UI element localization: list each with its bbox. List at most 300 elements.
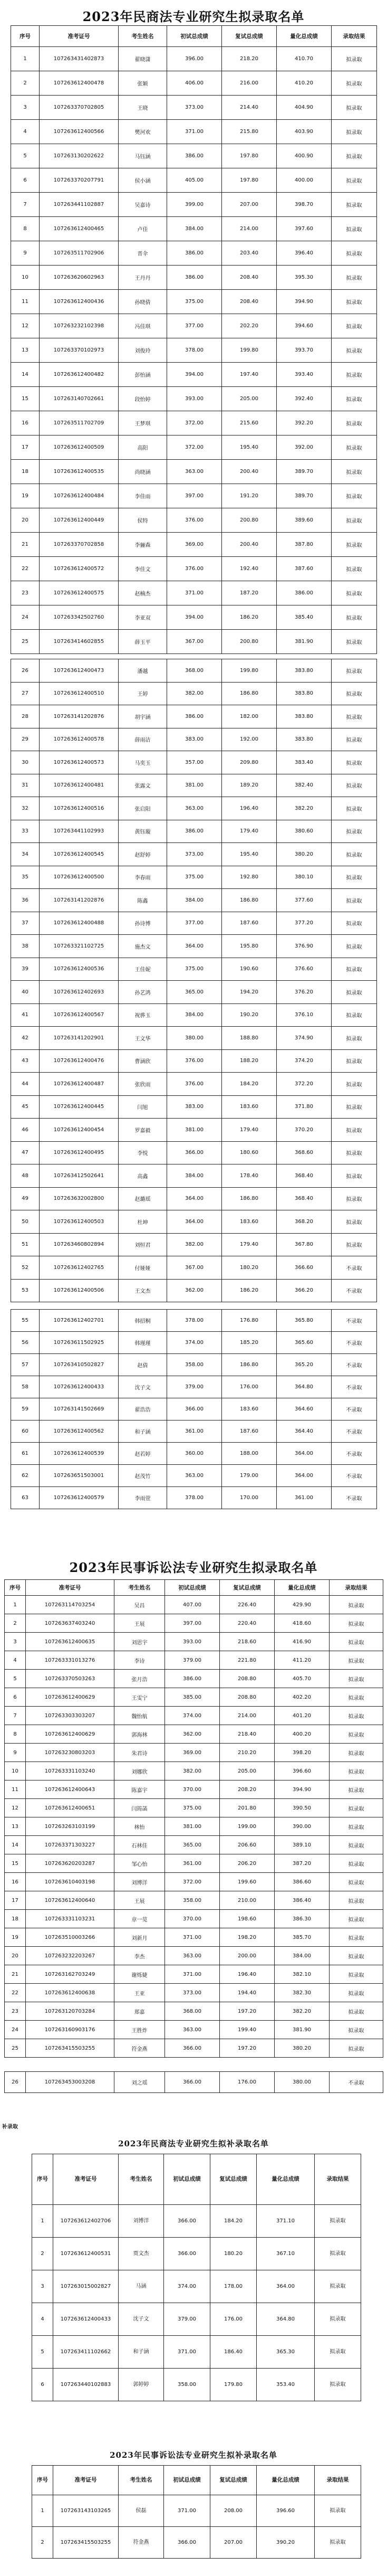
cell-seq: 22 [5, 1984, 26, 2002]
cell-initial-score: 378.00 [167, 1487, 222, 1509]
cell-name: 段怡婷 [119, 387, 167, 411]
cell-retest-score: 200.00 [220, 1947, 275, 1965]
table-row [11, 774, 377, 797]
cell-retest-score: 214.00 [222, 217, 277, 241]
cell-initial-score: 366.00 [164, 2238, 210, 2270]
cell-total-score: 394.90 [275, 1781, 330, 1799]
cell-initial-score: 372.00 [165, 1873, 220, 1891]
cell-initial-score: 380.00 [167, 1027, 222, 1050]
cell-retest-score: 188.20 [222, 1049, 277, 1073]
cell-name: 张颖 [119, 71, 167, 96]
table-row [11, 1233, 377, 1256]
cell-total-score: 404.90 [277, 96, 332, 120]
table-row [11, 630, 377, 654]
cell-total-score: 400.20 [275, 1725, 330, 1744]
cell-retest-score: 183.60 [222, 1210, 277, 1234]
table-row [11, 1256, 377, 1280]
cell-retest-score: 186.20 [222, 1279, 277, 1302]
table-row [5, 1965, 383, 1984]
cell-total-score: 380.00 [275, 2072, 330, 2093]
cell-seq: 29 [11, 728, 40, 751]
cell-total-score: 382.30 [275, 1984, 330, 2002]
cell-exam-id: 107263612400566 [40, 120, 119, 144]
cell-result: 拟录取 [330, 1984, 383, 2002]
cell-retest-score: 186.80 [222, 1187, 277, 1210]
cell-seq: 4 [11, 120, 40, 144]
cell-result: 拟录取 [332, 168, 377, 193]
cell-exam-id: 107263612400481 [40, 774, 119, 797]
cell-initial-score: 366.00 [165, 2072, 220, 2093]
cell-retest-score: 191.20 [222, 484, 277, 508]
cell-seq: 41 [11, 1003, 40, 1027]
cell-total-score: 376.20 [277, 981, 332, 1004]
cell-seq: 30 [11, 751, 40, 774]
cell-name: 孙诗博 [119, 912, 167, 935]
cell-result: 拟录取 [330, 1965, 383, 1984]
cell-retest-score: 179.00 [222, 1465, 277, 1487]
cell-retest-score: 201.80 [220, 1799, 275, 1817]
column-header-initial-score: 初试总成绩 [167, 26, 222, 47]
cell-initial-score: 364.00 [167, 935, 222, 958]
column-header-retest-score: 复试总成绩 [222, 26, 277, 47]
cell-seq: 19 [5, 1928, 26, 1947]
cell-exam-id: 107263232102398 [40, 314, 119, 338]
cell-seq: 44 [11, 1073, 40, 1096]
column-header-name: 考生姓名 [119, 26, 167, 47]
cell-result: 拟录取 [332, 1027, 377, 1050]
cell-exam-id: 107263612400567 [40, 1003, 119, 1027]
cell-seq: 8 [11, 217, 40, 241]
cell-initial-score: 381.00 [167, 1119, 222, 1142]
table-row [32, 2369, 361, 2401]
cell-retest-score: 203.40 [222, 241, 277, 266]
cell-retest-score: 221.80 [220, 1651, 275, 1670]
cell-exam-id: 107263612400509 [40, 435, 119, 460]
table-row [11, 290, 377, 314]
cell-total-score: 377.60 [277, 889, 332, 912]
cell-result: 不录取 [332, 1354, 377, 1376]
cell-initial-score: 382.00 [167, 1233, 222, 1256]
cell-result: 拟录取 [332, 96, 377, 120]
cell-result: 拟录取 [332, 290, 377, 314]
cell-initial-score: 362.00 [165, 1725, 220, 1744]
cell-name: 孙艺鸿 [119, 981, 167, 1004]
cell-result: 拟录取 [332, 1210, 377, 1234]
cell-seq: 26 [11, 659, 40, 683]
cell-initial-score: 374.00 [165, 1707, 220, 1725]
table-row [11, 751, 377, 774]
cell-result: 拟录取 [332, 1073, 377, 1096]
cell-exam-id: 107263612400535 [40, 460, 119, 484]
cell-result: 拟录取 [332, 266, 377, 290]
table-header-row [32, 2154, 361, 2205]
cell-exam-id: 107263321102725 [40, 935, 119, 958]
cell-exam-id: 107263612400465 [40, 217, 119, 241]
cell-retest-score: 183.60 [222, 1095, 277, 1119]
cell-total-score: 400.00 [277, 168, 332, 193]
cell-seq: 15 [5, 1854, 26, 1873]
cell-retest-score: 200.80 [222, 508, 277, 533]
cell-result: 拟录取 [330, 1799, 383, 1817]
cell-total-score: 380.20 [277, 843, 332, 866]
cell-seq: 39 [11, 958, 40, 981]
cell-result: 拟录取 [330, 1762, 383, 1781]
cell-exam-id: 107263342502760 [40, 605, 119, 630]
column-header-name: 考生姓名 [119, 2154, 164, 2205]
cell-total-score: 367.10 [257, 2238, 315, 2270]
column-header-result: 录取结果 [315, 2466, 361, 2495]
cell-initial-score: 363.00 [167, 797, 222, 820]
table-row [11, 889, 377, 912]
cell-exam-id: 107263612400500 [40, 866, 119, 889]
cell-seq: 9 [5, 1744, 26, 1762]
table-row [5, 2002, 383, 2021]
table-header-row [11, 26, 377, 47]
cell-result: 拟录取 [330, 1781, 383, 1799]
cell-total-score: 383.40 [277, 751, 332, 774]
cell-retest-score: 199.80 [222, 338, 277, 363]
table-row [32, 2270, 361, 2303]
cell-total-score: 377.20 [277, 912, 332, 935]
table-row [11, 387, 377, 411]
cell-seq: 6 [32, 2369, 53, 2401]
cell-name: 尚晓涵 [119, 460, 167, 484]
table-row [11, 581, 377, 605]
cell-seq: 20 [11, 508, 40, 533]
cell-result: 拟录取 [330, 1891, 383, 1910]
cell-total-score: 398.70 [277, 193, 332, 217]
cell-total-score: 395.30 [277, 266, 332, 290]
cell-seq: 5 [5, 1670, 26, 1688]
cell-exam-id: 107263612400629 [26, 1688, 114, 1707]
cell-retest-score: 216.00 [222, 71, 277, 96]
cell-seq: 10 [5, 1762, 26, 1781]
cell-exam-id: 107263612400478 [40, 71, 119, 96]
cell-seq: 25 [11, 630, 40, 654]
cell-seq: 5 [32, 2336, 53, 2369]
cell-seq: 14 [11, 363, 40, 387]
table-row [5, 1984, 383, 2002]
cell-name: 王梦琪 [119, 411, 167, 435]
cell-total-score: 370.20 [277, 1119, 332, 1142]
cell-initial-score: 375.00 [167, 958, 222, 981]
cell-total-score: 401.20 [275, 1707, 330, 1725]
cell-result: 不录取 [332, 1420, 377, 1443]
cell-retest-score: 184.20 [222, 1073, 277, 1096]
cell-result: 拟录取 [330, 1707, 383, 1725]
cell-retest-score: 197.20 [220, 2002, 275, 2021]
cell-seq: 11 [11, 290, 40, 314]
cell-initial-score: 386.00 [167, 705, 222, 728]
cell-exam-id: 107263612400510 [40, 682, 119, 705]
cell-name: 和子涵 [119, 2336, 164, 2369]
table-row [11, 1141, 377, 1164]
cell-exam-id: 107263612400488 [40, 912, 119, 935]
table-row [11, 1443, 377, 1465]
cell-result: 拟录取 [315, 2495, 361, 2527]
table-row [11, 71, 377, 96]
cell-exam-id: 107263612400487 [40, 1073, 119, 1096]
table-row [11, 96, 377, 120]
cell-exam-id: 107263611502925 [40, 1332, 119, 1354]
cell-name: 晋伞 [119, 241, 167, 266]
cell-initial-score: 383.00 [167, 1095, 222, 1119]
cell-result: 拟录取 [330, 1688, 383, 1707]
cell-initial-score: 373.00 [167, 96, 222, 120]
cell-seq: 27 [11, 682, 40, 705]
cell-name: 贾文杰 [119, 2238, 164, 2270]
cell-seq: 2 [32, 2527, 53, 2559]
cell-seq: 7 [11, 193, 40, 217]
cell-seq: 57 [11, 1354, 40, 1376]
cell-name: 林怡 [114, 1817, 165, 1836]
column-header-retest-score: 复试总成绩 [210, 2466, 257, 2495]
table-row [11, 1279, 377, 1302]
cell-name: 王婷 [119, 682, 167, 705]
cell-result: 不录取 [332, 1376, 377, 1398]
cell-result: 拟录取 [332, 460, 377, 484]
cell-exam-id: 107263612400545 [40, 843, 119, 866]
cell-exam-id: 107263411102662 [53, 2336, 119, 2369]
cell-retest-score: 186.40 [210, 2336, 257, 2369]
cell-name: 魏怡航 [114, 1707, 165, 1725]
cell-exam-id: 107263612402765 [40, 1256, 119, 1280]
cell-retest-score: 195.40 [222, 843, 277, 866]
cell-name: 杜坤 [119, 1210, 167, 1234]
cell-result: 拟录取 [332, 581, 377, 605]
cell-result: 拟录取 [332, 435, 377, 460]
cell-exam-id: 107263370702805 [40, 96, 119, 120]
cell-initial-score: 399.00 [167, 193, 222, 217]
cell-retest-score: 196.40 [222, 797, 277, 820]
cell-initial-score: 371.00 [165, 1928, 220, 1947]
cell-total-score: 368.60 [277, 1141, 332, 1164]
cell-retest-score: 205.00 [222, 387, 277, 411]
cell-total-score: 374.20 [277, 1049, 332, 1073]
cell-total-score: 380.20 [275, 2039, 330, 2058]
cell-initial-score: 405.00 [167, 168, 222, 193]
cell-name: 马奕玉 [119, 751, 167, 774]
cell-total-score: 364.00 [277, 1465, 332, 1487]
cell-exam-id: 107263612400643 [26, 1781, 114, 1799]
cell-result: 拟录取 [330, 1725, 383, 1744]
cell-total-score: 383.80 [277, 659, 332, 683]
table-row [5, 1854, 383, 1873]
cell-exam-id: 107263415503255 [26, 2039, 114, 2058]
cell-result: 不录取 [332, 1279, 377, 1302]
cell-name: 李春雨 [119, 866, 167, 889]
cell-exam-id: 107263612400449 [40, 508, 119, 533]
cell-exam-id: 107263440102883 [53, 2369, 119, 2401]
cell-name: 胡宇涵 [119, 705, 167, 728]
cell-initial-score: 370.00 [165, 1910, 220, 1928]
column-header-total-score: 量化总成绩 [257, 2154, 315, 2205]
cell-total-score: 366.60 [277, 1256, 332, 1280]
cell-retest-score: 194.20 [222, 981, 277, 1004]
cell-initial-score: 358.00 [164, 2369, 210, 2401]
cell-initial-score: 386.00 [167, 241, 222, 266]
table-row [5, 1873, 383, 1891]
cell-name: 李悦 [119, 1141, 167, 1164]
cell-seq: 58 [11, 1376, 40, 1398]
table-row [5, 2021, 383, 2039]
cell-result: 拟录取 [315, 2238, 361, 2270]
cell-exam-id: 107263612400445 [40, 1095, 119, 1119]
admission-table-3 [11, 1309, 377, 1509]
table-row [5, 1744, 383, 1762]
cell-result: 拟录取 [332, 314, 377, 338]
cell-initial-score: 361.00 [165, 1854, 220, 1873]
table-row [11, 411, 377, 435]
cell-exam-id: 107263651503001 [40, 1465, 119, 1487]
cell-total-score: 366.20 [277, 1279, 332, 1302]
cell-retest-score: 207.00 [210, 2527, 257, 2559]
cell-retest-score: 176.00 [222, 1376, 277, 1398]
cell-seq: 62 [11, 1465, 40, 1487]
cell-retest-score: 208.80 [220, 1670, 275, 1688]
cell-seq: 53 [11, 1279, 40, 1302]
cell-retest-score: 186.20 [222, 605, 277, 630]
cell-name: 祝骅玉 [119, 1003, 167, 1027]
cell-name: 王亚 [114, 1984, 165, 2002]
cell-result: 拟录取 [332, 1164, 377, 1188]
cell-result: 拟录取 [332, 241, 377, 266]
cell-retest-score: 179.40 [222, 820, 277, 843]
admission-table-1 [11, 25, 377, 654]
cell-exam-id: 107263612400482 [40, 363, 119, 387]
cell-initial-score: 357.00 [167, 751, 222, 774]
cell-initial-score: 376.00 [167, 1073, 222, 1096]
cell-name: 和子涵 [119, 1420, 167, 1443]
cell-result: 拟录取 [315, 2336, 361, 2369]
cell-seq: 24 [5, 2021, 26, 2039]
cell-seq: 10 [11, 266, 40, 290]
cell-total-score: 410.20 [277, 71, 332, 96]
cell-seq: 23 [11, 581, 40, 605]
cell-retest-score: 188.00 [222, 1443, 277, 1465]
cell-retest-score: 215.80 [222, 120, 277, 144]
column-header-seq: 序号 [32, 2154, 53, 2205]
cell-exam-id: 107263511702906 [40, 241, 119, 266]
cell-total-score: 410.70 [277, 47, 332, 71]
cell-initial-score: 366.00 [165, 2039, 220, 2058]
cell-total-score: 376.90 [277, 935, 332, 958]
cell-seq: 38 [11, 935, 40, 958]
cell-exam-id: 107263162703249 [26, 1965, 114, 1984]
cell-initial-score: 369.00 [165, 1744, 220, 1762]
table-row [11, 508, 377, 533]
cell-name: 郑嘉 [114, 2002, 165, 2021]
cell-seq: 19 [11, 484, 40, 508]
cell-total-score: 364.40 [277, 1420, 332, 1443]
cell-retest-score: 218.40 [220, 1725, 275, 1744]
cell-seq: 9 [11, 241, 40, 266]
cell-total-score: 384.00 [275, 1947, 330, 1965]
cell-initial-score: 371.00 [164, 2495, 210, 2527]
cell-initial-score: 386.00 [167, 820, 222, 843]
section-title-supplement-procedure: 2023年民事诉讼法专业研究生拟补录取名单 [110, 2450, 277, 2460]
cell-exam-id: 107263371303227 [26, 1836, 114, 1854]
cell-result: 不录取 [332, 1465, 377, 1487]
cell-total-score: 372.20 [277, 1073, 332, 1096]
cell-exam-id: 107263331103240 [26, 1762, 114, 1781]
cell-seq: 42 [11, 1027, 40, 1050]
cell-name: 赵楠杰 [119, 581, 167, 605]
cell-total-score: 353.40 [257, 2369, 315, 2401]
cell-exam-id: 107263612400476 [40, 1049, 119, 1073]
cell-total-score: 418.60 [275, 1614, 330, 1633]
cell-total-score: 400.90 [277, 144, 332, 168]
table-row [11, 1310, 377, 1332]
cell-result: 拟录取 [330, 1947, 383, 1965]
cell-name: 张欣雨 [119, 1073, 167, 1096]
cell-seq: 59 [11, 1398, 40, 1420]
cell-seq: 40 [11, 981, 40, 1004]
cell-initial-score: 371.00 [167, 120, 222, 144]
cell-exam-id: 107263612402701 [40, 1310, 119, 1332]
cell-name: 朱君诗 [114, 1744, 165, 1762]
cell-seq: 18 [11, 460, 40, 484]
cell-initial-score: 393.00 [165, 1633, 220, 1651]
cell-exam-id: 107263230803203 [26, 1744, 114, 1762]
cell-exam-id: 107263331013276 [26, 1651, 114, 1670]
cell-exam-id: 107263612400579 [40, 1487, 119, 1509]
cell-total-score: 416.90 [275, 1633, 330, 1651]
cell-seq: 61 [11, 1443, 40, 1465]
table-row [11, 120, 377, 144]
cell-total-score: 364.80 [257, 2303, 315, 2336]
cell-initial-score: 368.00 [165, 2002, 220, 2021]
cell-name: 赵璐瑶 [119, 1187, 167, 1210]
cell-seq: 13 [11, 338, 40, 363]
cell-total-score: 386.60 [275, 1873, 330, 1891]
cell-retest-score: 215.60 [222, 411, 277, 435]
cell-result: 拟录取 [332, 1233, 377, 1256]
cell-name: 薛玉平 [119, 630, 167, 654]
cell-result: 拟录取 [330, 2002, 383, 2021]
cell-retest-score: 198.60 [220, 1910, 275, 1928]
cell-seq: 6 [11, 168, 40, 193]
cell-exam-id: 107263141202876 [40, 705, 119, 728]
cell-seq: 4 [5, 1651, 26, 1670]
column-header-initial-score: 初试总成绩 [164, 2466, 210, 2495]
table-row [5, 1799, 383, 1817]
cell-result: 拟录取 [332, 958, 377, 981]
cell-total-score: 389.10 [275, 1836, 330, 1854]
cell-seq: 1 [11, 47, 40, 71]
cell-seq: 32 [11, 797, 40, 820]
cell-seq: 34 [11, 843, 40, 866]
cell-total-score: 389.70 [277, 460, 332, 484]
table-row [32, 2527, 361, 2559]
cell-name: 石林佳 [114, 1836, 165, 1854]
cell-result: 拟录取 [332, 533, 377, 557]
cell-initial-score: 382.00 [167, 682, 222, 705]
cell-name: 吴昌 [114, 1596, 165, 1614]
cell-seq: 37 [11, 912, 40, 935]
cell-retest-score: 200.80 [222, 630, 277, 654]
cell-initial-score: 367.00 [167, 630, 222, 654]
cell-name: 闫筠菡 [114, 1799, 165, 1817]
cell-seq: 55 [11, 1310, 40, 1332]
cell-result: 不录取 [332, 1398, 377, 1420]
cell-total-score: 368.40 [277, 1187, 332, 1210]
table-row [5, 1614, 383, 1633]
cell-exam-id: 107263414602855 [40, 630, 119, 654]
admission-table-7 [32, 2465, 361, 2559]
column-header-retest-score: 复试总成绩 [220, 1580, 275, 1596]
cell-initial-score: 376.00 [167, 1049, 222, 1073]
